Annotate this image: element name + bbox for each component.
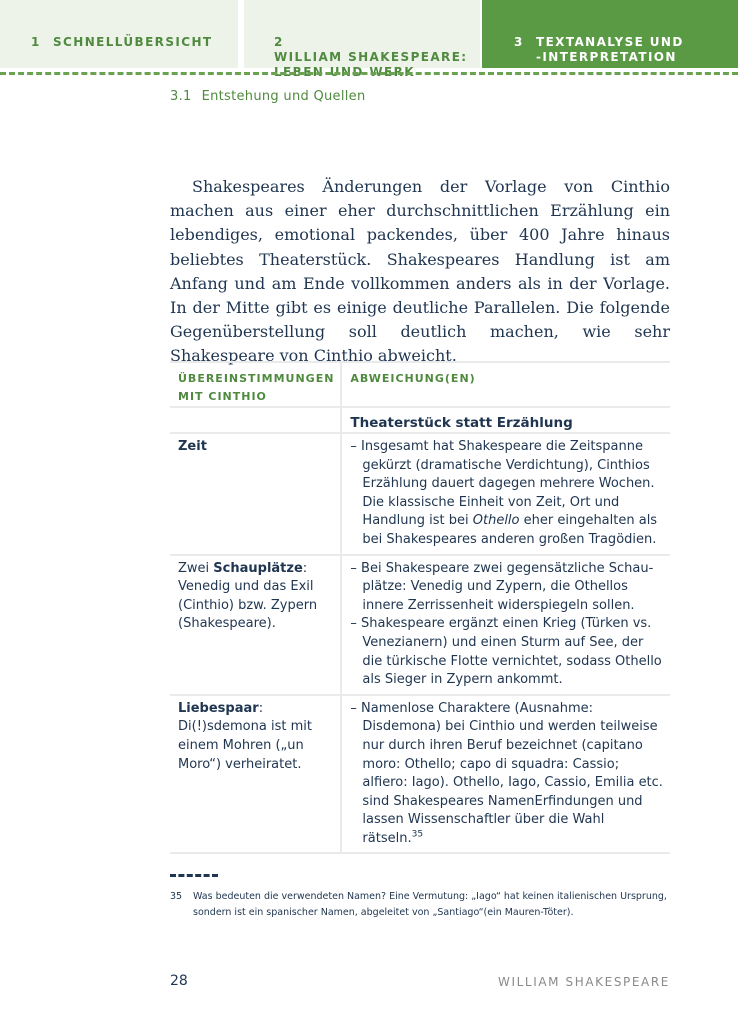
list-item: – Bei Shakespeare zwei gegensätzliche Schauplätze: Venedig und Zypern, die Othellos innere Zerrissenheit widerspiegeln sollen. (350, 560, 654, 613)
footnote-text: Was bedeuten die verwendeten Namen? Eine Vermutung: „Iago“ hat keinen italienischen Ursprung, sondern ist ein spanischer Namen, abgeleitet von „Santiago“(ein Mauren-Töter). (193, 891, 667, 918)
list-item: – Shakespeare ergänzt einen Krieg (Türken vs. Venezianern) und einen Sturm auf See, der die türkische Flotte vernichtet, sodass Othello als Sieger in Zypern ankommt. (350, 616, 662, 688)
table-subheading: Theaterstück statt Erzählung (341, 407, 670, 433)
table-cell (341, 695, 670, 854)
body-paragraph: Shakespeares Änderungen der Vorlage von Cinthio machen aus einer eher durchschnittlichen Erzählung ein lebendiges, emotional packendes, über 400 Jahre hinaus beliebtes Theaterstück. Shakespeares Handlung ist am Anfang und am Ende vollkommen anders als in der Vorlage. In der Mitte gibt es einige deutliche Parallelen. Die folgende Gegenüberstellung soll deutlich machen, wie sehr Shakespeare von Cinthio abweicht. (170, 177, 670, 366)
page-number: 28 (170, 973, 188, 989)
footnote-divider (170, 874, 218, 877)
header-dashed-divider (0, 72, 738, 75)
header-cell-uebereinstimmungen: ÜBEREINSTIMMUNGEN MIT CINTHIO (170, 362, 341, 407)
footnote-number: 35 (170, 891, 183, 902)
tab-label: WILLIAM SHAKESPEARE: LEBEN UND WERK (274, 50, 468, 79)
table-cell (341, 433, 670, 555)
header-cell-abweichungen: ABWEICHUNG(EN) (341, 362, 670, 407)
tab-label: TEXTANALYSE UND -INTERPRETATION (536, 35, 684, 64)
section-number: 3.1 (170, 89, 192, 104)
section-heading (170, 89, 366, 104)
section-title: Entstehung und Quellen (201, 89, 366, 104)
table-cell: Liebespaar: Di(!)sdemona ist mit einem Mohren („un Moro“) verheiratet. (170, 695, 341, 854)
table-cell: Zwei Schauplätze: Venedig und das Exil (Cinthio) bzw. Zypern (Shakespeare). (170, 555, 341, 695)
row-lead: Schauplätze (213, 560, 303, 576)
footnote-reference[interactable]: 35 (411, 829, 424, 840)
table-row (170, 555, 670, 695)
list-item: – Insgesamt hat Shakespeare die Zeitspanne gekürzt (dramatische Verdichtung), Cinthios Erzählung dauert dagegen mehrere Wochen. Die klassische Einheit von Zeit, Ort und Handlung ist bei Othello eher eingehalten als bei Shakespeares anderen großen Tragödien. (350, 439, 658, 547)
list-item: – Namenlose Charaktere (Ausnahme: Disdemona) bei Cinthio und werden teilweise nur durch ihren Beruf bezeichnet (capitano moro: Othello; capo di squadra: Cassio; alfiero: Iago). Othello, Iago, Cassio, Emilia etc. sind Shakespeares NamenErfindungen und lassen Wissenschaftler über die Wahl rätseln.$^{35}$ (350, 700, 663, 846)
footnote (170, 889, 670, 920)
table-row (170, 695, 670, 854)
table-subheading-row (170, 407, 670, 433)
tab-number: 3 (514, 35, 524, 49)
tab-label: SCHNELLÜBERSICHT (53, 35, 213, 49)
chapter-navigation (0, 0, 738, 79)
table-cell (341, 555, 670, 695)
tab-textanalyse-active[interactable] (482, 0, 738, 68)
tab-number: 1 (31, 35, 41, 49)
row-lead: Zeit (178, 439, 207, 454)
table-row (170, 433, 670, 555)
tab-number: 2 (274, 35, 284, 49)
row-lead: Liebespaar (178, 700, 259, 716)
comparison-table (170, 361, 670, 854)
tab-schnelluebersicht[interactable] (0, 0, 238, 68)
running-title: WILLIAM SHAKESPEARE (498, 975, 670, 989)
table-header-row (170, 362, 670, 407)
tab-leben-und-werk[interactable] (244, 0, 480, 79)
table-cell (170, 433, 341, 555)
